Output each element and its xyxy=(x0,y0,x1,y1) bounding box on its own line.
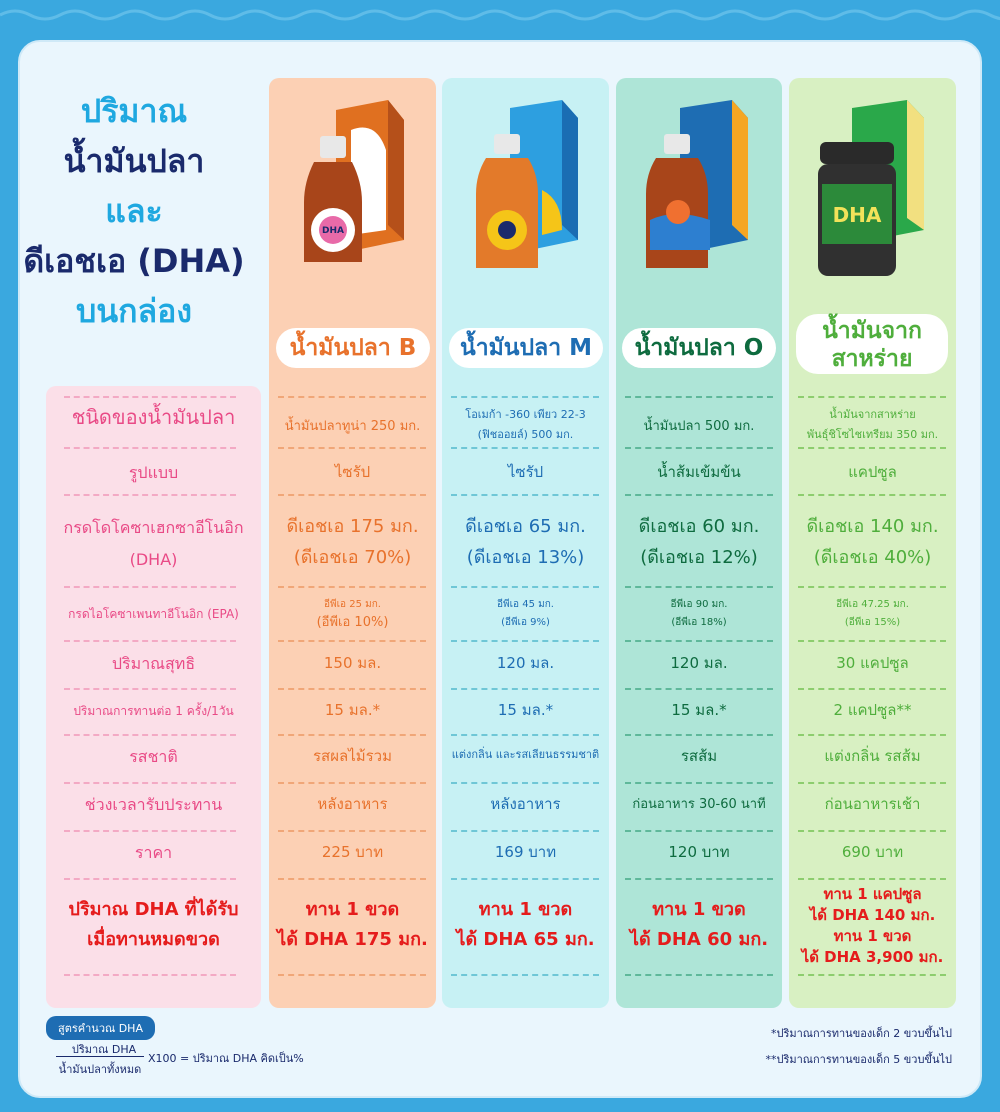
row-separator xyxy=(798,734,946,736)
product-m-image xyxy=(470,100,590,280)
row-separator xyxy=(625,640,773,642)
row-separator xyxy=(278,688,426,690)
m-net: 120 มล. xyxy=(496,654,555,672)
o-epa-amount: อีพีเอ 90 มก. xyxy=(670,599,728,610)
row-separator xyxy=(451,734,599,736)
row-separator xyxy=(798,878,946,880)
product-algae-image xyxy=(812,100,942,280)
a-result-3: ทาน 1 ขวด xyxy=(833,927,912,945)
row-separator xyxy=(278,586,426,588)
o-price: 120 บาท xyxy=(668,843,730,861)
row-separator xyxy=(451,586,599,588)
label-dose: ปริมาณการทานต่อ 1 ครั้ง/1วัน xyxy=(73,704,234,718)
label-net-volume: ปริมาณสุทธิ xyxy=(111,654,196,673)
label-dha-result-1: ปริมาณ DHA ที่ได้รับ xyxy=(68,899,239,920)
row-separator xyxy=(798,830,946,832)
row-separator xyxy=(278,640,426,642)
row-separator xyxy=(278,494,426,496)
m-taste: แต่งกลิ่น และรสเลียนธรรมชาติ xyxy=(451,748,600,761)
b-dha-percent: (ดีเอชเอ 70%) xyxy=(293,547,412,568)
row-separator xyxy=(278,974,426,976)
row-separator xyxy=(625,878,773,880)
row-separator xyxy=(625,494,773,496)
a-time: ก่อนอาหารเช้า xyxy=(824,795,921,813)
title-line-3: และ xyxy=(105,192,163,230)
formula-numerator: ปริมาณ DHA xyxy=(71,1043,137,1056)
b-type: น้ำมันปลาทูน่า 250 มก. xyxy=(284,419,421,434)
row-separator xyxy=(64,734,236,736)
label-time: ช่วงเวลารับประทาน xyxy=(84,795,223,814)
o-dha-amount: ดีเอชเอ 60 มก. xyxy=(638,516,760,537)
row-separator xyxy=(278,782,426,784)
b-result-2: ได้ DHA 175 มก. xyxy=(277,929,428,950)
a-dose: 2 แคปซูล** xyxy=(833,701,912,719)
a-taste: แต่งกลิ่น รสส้ม xyxy=(824,747,921,765)
row-separator xyxy=(64,640,236,642)
a-type-2: พันธุ์ชิโซไชเทรียม 350 มก. xyxy=(806,428,939,441)
product-algae-name-line1: น้ำมันจาก xyxy=(822,318,922,344)
m-dha-percent: (ดีเอชเอ 13%) xyxy=(466,547,585,568)
b-net: 150 มล. xyxy=(323,654,382,672)
product-o-image xyxy=(640,100,760,280)
row-separator xyxy=(798,494,946,496)
row-separator xyxy=(64,974,236,976)
row-separator xyxy=(64,396,236,398)
row-separator xyxy=(451,447,599,449)
row-separator xyxy=(278,447,426,449)
m-type-2: (ฟิชออยล์) 500 มก. xyxy=(477,428,574,441)
row-separator xyxy=(798,586,946,588)
a-result-1: ทาน 1 แคปซูล xyxy=(823,885,922,903)
row-separator xyxy=(451,830,599,832)
row-separator xyxy=(798,640,946,642)
o-net: 120 มล. xyxy=(670,654,728,672)
row-separator xyxy=(451,782,599,784)
row-separator xyxy=(64,586,236,588)
product-m-name: น้ำมันปลา M xyxy=(449,328,603,368)
formula-result: X100 = ปริมาณ DHA คิดเป็น% xyxy=(148,1052,304,1065)
m-epa-percent: (อีพีเอ 9%) xyxy=(501,617,550,628)
a-net: 30 แคปซูล xyxy=(836,654,909,672)
row-separator xyxy=(625,974,773,976)
row-separator xyxy=(64,782,236,784)
m-result-1: ทาน 1 ขวด xyxy=(478,899,573,920)
a-type-1: น้ำมันจากสาหร่าย xyxy=(829,408,916,421)
row-separator xyxy=(278,878,426,880)
label-taste: รสชาติ xyxy=(129,747,178,766)
m-epa-amount: อีพีเอ 45 มก. xyxy=(497,599,554,610)
product-b-image xyxy=(296,100,416,280)
b-dose: 15 มล.* xyxy=(324,701,381,719)
o-dose: 15 มล.* xyxy=(671,701,727,719)
row-separator xyxy=(451,640,599,642)
row-separator xyxy=(64,688,236,690)
b-time: หลังอาหาร xyxy=(317,795,388,813)
svg-text:DHA: DHA xyxy=(832,203,882,227)
product-algae-name xyxy=(796,314,948,374)
a-epa-percent: (อีพีเอ 15%) xyxy=(844,617,901,628)
row-separator xyxy=(64,878,236,880)
svg-text:DHA: DHA xyxy=(322,226,344,236)
label-dha-result-2: เมื่อทานหมดขวด xyxy=(87,929,220,950)
m-form: ไซรัป xyxy=(507,463,544,481)
a-form: แคปซูล xyxy=(848,463,897,481)
label-fish-oil-type: ชนิดของน้ำมันปลา xyxy=(71,405,236,429)
row-separator xyxy=(625,586,773,588)
row-separator xyxy=(625,782,773,784)
title-line-5: บนกล่อง xyxy=(75,292,192,330)
b-result-1: ทาน 1 ขวด xyxy=(305,899,400,920)
product-o-name: น้ำมันปลา O xyxy=(622,328,776,368)
row-separator xyxy=(64,830,236,832)
b-dha-amount: ดีเอชเอ 175 มก. xyxy=(286,516,419,537)
m-time: หลังอาหาร xyxy=(490,795,561,813)
o-taste: รสส้ม xyxy=(680,747,718,765)
a-price: 690 บาท xyxy=(841,843,904,861)
m-dha-amount: ดีเอชเอ 65 มก. xyxy=(465,516,586,537)
row-separator xyxy=(64,494,236,496)
label-dha: กรดโดโคซาเฮกซาอีโนอิก xyxy=(63,518,244,537)
o-form: น้ำส้มเข้มข้น xyxy=(657,463,741,481)
b-epa-percent: (อีพีเอ 10%) xyxy=(316,615,389,630)
formula-fraction-line xyxy=(56,1056,144,1057)
product-b-name: น้ำมันปลา B xyxy=(276,328,430,368)
a-result-2: ได้ DHA 140 มก. xyxy=(809,906,936,924)
o-type: น้ำมันปลา 500 มก. xyxy=(643,419,755,434)
product-algae-name-line2: สาหร่าย xyxy=(831,346,913,372)
label-dha-abbr: (DHA) xyxy=(129,550,178,569)
b-epa-amount: อีพีเอ 25 มก. xyxy=(324,599,381,610)
a-epa-amount: อีพีเอ 47.25 มก. xyxy=(836,599,909,610)
footnote-age-5: **ปริมาณการทานของเด็ก 5 ขวบขึ้นไป xyxy=(765,1053,952,1066)
formula-badge: สูตรคำนวณ DHA xyxy=(46,1016,155,1040)
row-separator xyxy=(625,688,773,690)
formula-denominator: น้ำมันปลาทั้งหมด xyxy=(58,1063,142,1076)
m-dose: 15 มล.* xyxy=(497,701,554,719)
row-separator xyxy=(625,447,773,449)
row-separator xyxy=(451,878,599,880)
row-separator xyxy=(278,830,426,832)
a-dha-percent: (ดีเอชเอ 40%) xyxy=(813,547,932,568)
title-line-1: ปริมาณ xyxy=(80,92,188,130)
m-result-2: ได้ DHA 65 มก. xyxy=(456,929,595,950)
m-price: 169 บาท xyxy=(494,843,557,861)
row-separator xyxy=(451,396,599,398)
label-form: รูปแบบ xyxy=(128,463,179,482)
row-separator xyxy=(451,974,599,976)
b-form: ไซรัป xyxy=(334,463,371,481)
row-separator xyxy=(451,494,599,496)
b-price: 225 บาท xyxy=(321,843,384,861)
row-separator xyxy=(625,734,773,736)
label-price: ราคา xyxy=(134,843,173,862)
row-separator xyxy=(451,688,599,690)
row-separator xyxy=(64,447,236,449)
page-title xyxy=(0,86,268,336)
o-epa-percent: (อีพีเอ 18%) xyxy=(671,617,727,628)
title-line-2: น้ำมันปลา xyxy=(63,142,205,180)
a-dha-amount: ดีเอชเอ 140 มก. xyxy=(806,516,939,537)
o-dha-percent: (ดีเอชเอ 12%) xyxy=(640,547,758,568)
m-type-1: โอเมก้า -360 เพียว 22-3 xyxy=(465,408,586,421)
row-separator xyxy=(278,396,426,398)
row-separator xyxy=(798,447,946,449)
row-separator xyxy=(625,830,773,832)
o-time: ก่อนอาหาร 30-60 นาที xyxy=(632,797,766,812)
o-result-1: ทาน 1 ขวด xyxy=(652,899,746,920)
row-separator xyxy=(798,974,946,976)
title-line-4: ดีเอชเอ (DHA) xyxy=(23,242,245,280)
a-result-4: ได้ DHA 3,900 มก. xyxy=(801,948,944,966)
footnote-age-2: *ปริมาณการทานของเด็ก 2 ขวบขึ้นไป xyxy=(770,1027,952,1040)
o-result-2: ได้ DHA 60 มก. xyxy=(629,929,769,950)
label-epa: กรดไอโคซาเพนทาอีโนอิก (EPA) xyxy=(68,607,239,621)
row-separator xyxy=(625,396,773,398)
row-separator xyxy=(798,782,946,784)
row-separator xyxy=(278,734,426,736)
b-taste: รสผลไม้รวม xyxy=(313,747,392,765)
row-separator xyxy=(798,396,946,398)
row-separator xyxy=(798,688,946,690)
